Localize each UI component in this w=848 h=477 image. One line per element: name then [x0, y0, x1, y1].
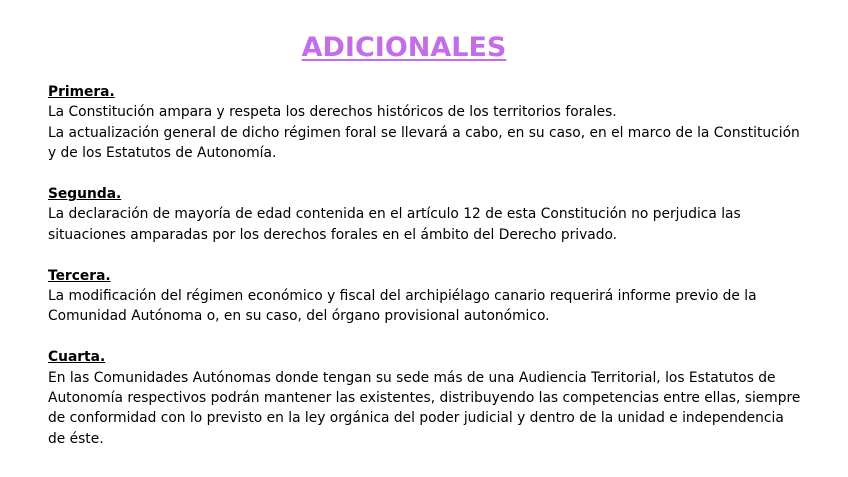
section-tercera — [48, 266, 804, 327]
section-paragraph: La modificación del régimen económico y fiscal del archipiélago canario requerirá informe previo de la Comunidad Autónoma o, en su caso, del órgano provisional autonómico. — [48, 288, 757, 325]
section-paragraph: En las Comunidades Autónomas donde tengan su sede más de una Audiencia Territorial, los Estatutos de Autonomía respectivos podrán mantener las existentes, distribuyendo las competencias entre ellas, siempre de conformidad con lo previsto en la ley orgánica del poder judicial y dentro de la unidad e independencia de éste. — [48, 369, 801, 447]
section-paragraph: La Constitución ampara y respeta los derechos históricos de los territorios forales. — [48, 104, 617, 121]
section-heading: Tercera. — [48, 267, 111, 284]
section-heading: Cuarta. — [48, 349, 106, 366]
section-paragraph: La actualización general de dicho régimen foral se llevará a cabo, en su caso, en el marco de la Constitución y de los Estatutos de Autonomía. — [48, 124, 800, 162]
section-heading: Segunda. — [48, 186, 122, 203]
section-paragraph: La declaración de mayoría de edad contenida en el artículo 12 de esta Constitución no perjudica las situaciones amparadas por los derechos forales en el ámbito del Derecho privado. — [48, 206, 741, 243]
section-segunda — [48, 184, 804, 245]
page-title: ADICIONALES — [301, 32, 507, 63]
section-primera — [48, 82, 804, 164]
document-body — [48, 82, 804, 470]
section-cuarta — [48, 347, 804, 449]
section-heading: Primera. — [48, 84, 115, 100]
